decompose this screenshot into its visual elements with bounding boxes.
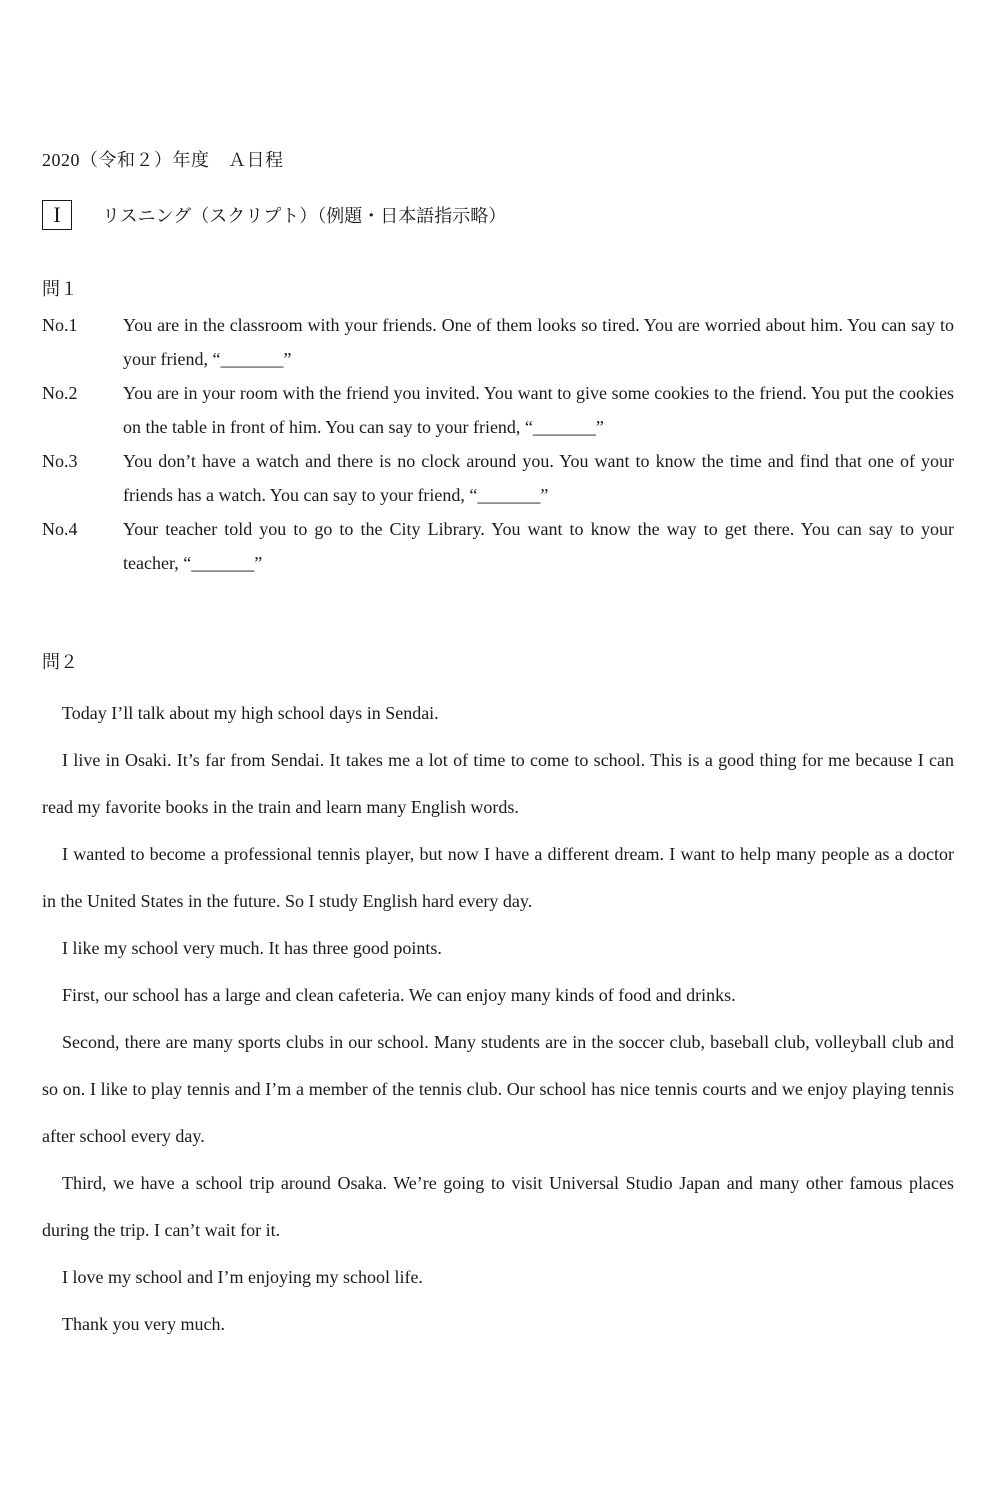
item-number: No.4 [42,519,78,539]
item-text: You are in your room with the friend you invited. You want to give some cookies to the friend. You put the cookies on the table in front of him. You can say to your friend, “_______” [123,383,954,437]
script-paragraph: Thank you very much. [62,1314,225,1334]
script-paragraph: I like my school very much. It has three good points. [62,938,442,958]
section-heading [42,200,506,230]
item-number: No.2 [42,383,78,403]
question-1-label: 問１ [42,279,78,299]
question-1-list [42,308,954,580]
question-2-label: 問２ [42,652,78,672]
section-title: リスニング（スクリプト）（例題・日本語指示略） [102,206,507,226]
script-paragraph: Today I’ll talk about my high school days in Sendai. [62,703,439,723]
item-text: You are in the classroom with your friends. One of them looks so tired. You are worried about him. You can say to your friend, “_______” [123,315,954,369]
question-1-item [42,512,954,580]
script-paragraph: Third, we have a school trip around Osaka. We’re going to visit Universal Studio Japan and many other famous places during the trip. I can’t wait for it. [42,1173,954,1240]
script-paragraph: I love my school and I’m enjoying my school life. [62,1267,423,1287]
script-paragraph: Second, there are many sports clubs in our school. Many students are in the soccer club, baseball club, volleyball club and so on. I like to play tennis and I’m a member of the tennis club. Our school has nice tennis courts and we enjoy playing tennis after school every day. [42,1032,954,1146]
item-text: You don’t have a watch and there is no clock around you. You want to know the time and find that one of your friends has a watch. You can say to your friend, “_______” [123,451,954,505]
question-1-item [42,308,954,376]
question-1-item [42,376,954,444]
item-text: Your teacher told you to go to the City Library. You want to know the way to get there. You can say to your teacher, “_______” [123,519,954,573]
script-paragraph: I wanted to become a professional tennis player, but now I have a different dream. I want to help many people as a doctor in the United States in the future. So I study English hard every day. [42,844,954,911]
script-paragraph: First, our school has a large and clean cafeteria. We can enjoy many kinds of food and drinks. [62,985,736,1005]
section-number-box: I [42,200,72,230]
exam-header: 2020（令和２）年度 Ａ日程 [42,150,284,170]
script-paragraph: I live in Osaki. It’s far from Sendai. It takes me a lot of time to come to school. This is a good thing for me because I can read my favorite books in the train and learn many English words. [42,750,954,817]
item-number: No.3 [42,451,78,471]
question-1-item [42,444,954,512]
question-2-script [42,690,954,1348]
item-number: No.1 [42,315,78,335]
